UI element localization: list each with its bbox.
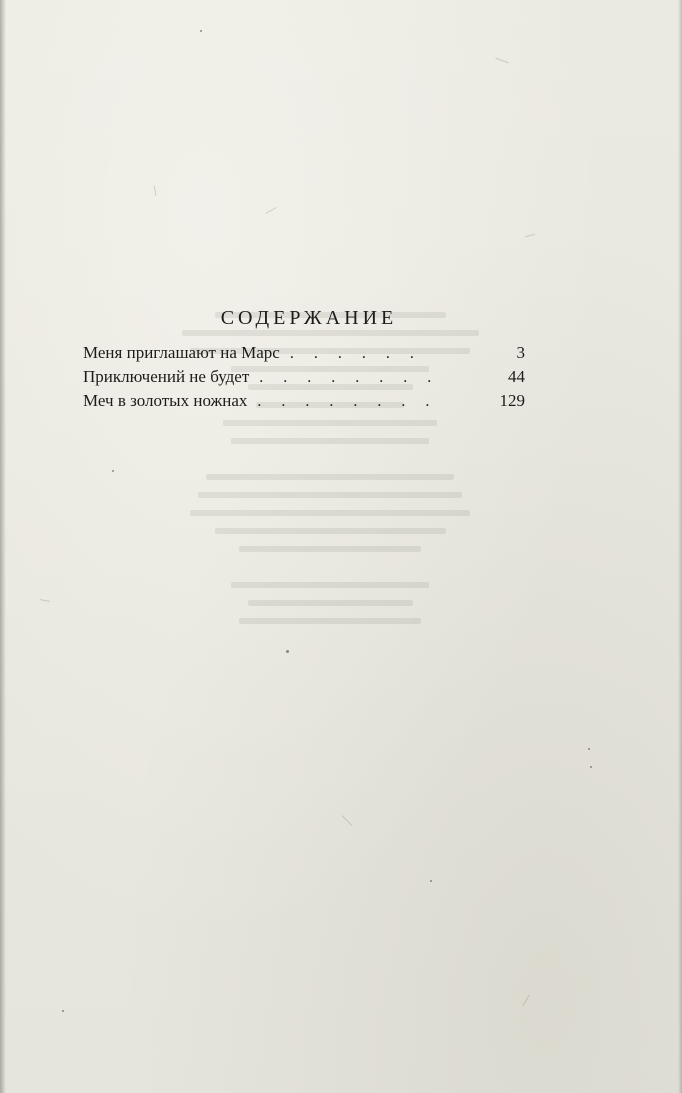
paper-speck [200,30,202,32]
paper-speck [590,766,592,768]
paper-fiber [154,185,157,195]
paper-speck [286,650,289,653]
page-right-edge-shadow [678,0,682,1093]
paper-fiber [525,234,535,238]
paper-speck [588,748,590,750]
toc-entry-title: Меч в золотых ножнах [83,391,248,410]
paper-speck [112,470,114,472]
toc-entry-page: 3 [516,343,525,362]
toc-entry-leader: . . . . . . [289,345,422,362]
toc-entry-title: Меня приглашают на Марс [83,343,280,362]
table-of-contents [83,305,525,413]
toc-entry [83,365,525,389]
toc-entry-page: 44 [508,367,525,386]
paper-speck [62,1010,64,1012]
paper-fiber [342,815,353,826]
toc-entry-page: 129 [499,391,525,410]
paper-fiber [40,599,50,602]
toc-entry-leader: . . . . . . . . [259,369,440,386]
toc-entry [83,389,525,413]
toc-entry [83,341,525,365]
paper-fiber [495,58,508,64]
paper-speck [430,880,432,882]
paper-fiber [266,207,277,214]
toc-entry-leader: . . . . . . . . [257,393,438,410]
toc-entry-title: Приключений не будет [83,367,250,386]
paper-fiber [523,995,530,1006]
page-left-edge-shadow [0,0,6,1093]
toc-heading: СОДЕРЖАНИЕ [220,307,398,329]
